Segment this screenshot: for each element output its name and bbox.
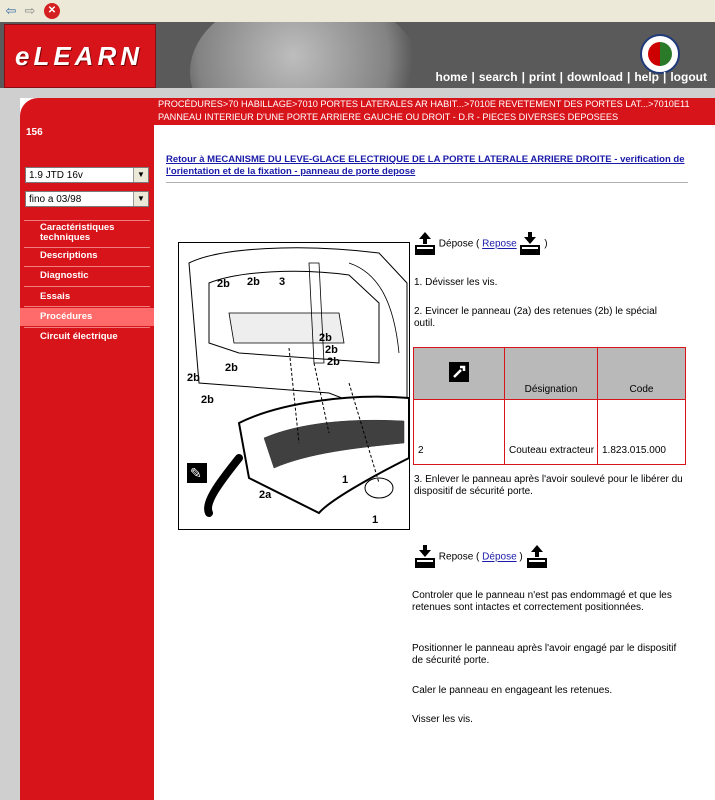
sidebar-item-essais[interactable]: Essais bbox=[40, 291, 71, 302]
label-2b: 2b bbox=[225, 362, 238, 374]
paren-open: ( bbox=[476, 551, 480, 563]
wrench-icon bbox=[449, 362, 469, 382]
browser-toolbar bbox=[0, 0, 715, 23]
label-2b: 2b bbox=[319, 332, 332, 344]
paren-close: ) bbox=[544, 238, 548, 250]
tools-table bbox=[413, 347, 686, 465]
breadcrumb-path[interactable]: PROCÉDURES>70 HABILLAGE>7010 PORTES LATERALES AR HABIT...>7010E REVETEMENT DES PORTES LAT...>7010E11 bbox=[158, 99, 690, 109]
menu-divider bbox=[24, 306, 150, 307]
repose-step-1: Controler que le panneau n'est pas endommagé et que les retenues sont intactes et correctement positionnées. bbox=[412, 590, 672, 613]
repose-link[interactable]: Repose bbox=[482, 238, 517, 250]
engine-select[interactable] bbox=[25, 167, 149, 183]
repose-step-4: Visser les vis. bbox=[412, 714, 473, 725]
door-handle-cup bbox=[365, 478, 393, 498]
door-panel-diagram bbox=[178, 242, 410, 530]
tool-header-cell bbox=[414, 348, 505, 400]
sidebar-item-circuit-electrique[interactable]: Circuit électrique bbox=[40, 331, 118, 342]
menu-divider bbox=[24, 220, 150, 221]
depose-heading bbox=[414, 232, 684, 260]
paren-close: ) bbox=[519, 551, 523, 563]
sidebar-item-descriptions[interactable]: Descriptions bbox=[40, 250, 98, 261]
label-2b: 2b bbox=[217, 278, 230, 290]
alfa-romeo-badge-icon bbox=[640, 34, 680, 74]
nav-download[interactable]: download bbox=[566, 70, 623, 84]
sidebar-item-procedures[interactable]: Procédures bbox=[20, 308, 154, 326]
designation-header: Désignation bbox=[505, 348, 598, 400]
elearn-logo: eLEARN bbox=[15, 41, 144, 71]
label-2b: 2b bbox=[201, 394, 214, 406]
divider bbox=[166, 182, 688, 183]
tool-number-cell: 2 bbox=[414, 400, 505, 465]
paren-open: ( bbox=[476, 238, 480, 250]
label-1: 1 bbox=[372, 514, 379, 526]
repose-arrow-down-icon bbox=[414, 545, 436, 569]
top-navigation: home | search | print | download | help | logout bbox=[435, 70, 707, 84]
logo-box bbox=[4, 24, 156, 88]
depose-step-2: 2. Evincer le panneau (2a) des retenues (2b) le spécial outil. bbox=[414, 306, 657, 329]
repose-title: Repose bbox=[438, 551, 474, 563]
menu-divider bbox=[24, 247, 150, 248]
repose-arrow-down-icon bbox=[519, 232, 541, 256]
label-2b: 2b bbox=[187, 372, 200, 384]
menu-divider bbox=[24, 327, 150, 328]
label-1: 1 bbox=[342, 474, 349, 486]
menu-divider bbox=[24, 266, 150, 267]
door-diagram-svg bbox=[179, 243, 409, 529]
depose-title: Dépose bbox=[438, 238, 474, 250]
repose-step-3: Caler le panneau en engageant les retenues. bbox=[412, 685, 613, 696]
model-label: 156 bbox=[26, 127, 43, 138]
nav-help[interactable]: help bbox=[634, 70, 659, 84]
nav-print[interactable]: print bbox=[528, 70, 556, 84]
sidebar-top-gap bbox=[20, 88, 154, 98]
depose-arrow-up-icon bbox=[414, 232, 436, 256]
repose-heading bbox=[414, 545, 684, 573]
content-top-gap bbox=[154, 88, 715, 98]
code-header: Code bbox=[598, 348, 686, 400]
date-select[interactable] bbox=[25, 191, 149, 207]
depose-link[interactable]: Dépose bbox=[482, 551, 517, 563]
depose-step-1: 1. Dévisser les vis. bbox=[414, 277, 498, 288]
breadcrumb bbox=[154, 98, 715, 125]
label-3: 3 bbox=[279, 276, 286, 288]
breadcrumb-current: PANNEAU INTERIEUR D'UNE PORTE ARRIERE GAUCHE OU DROIT - D.R - PIECES DIVERSES DEPOSEES bbox=[158, 112, 619, 122]
table-row bbox=[414, 400, 686, 465]
chevron-down-icon[interactable]: ▼ bbox=[133, 192, 148, 206]
chevron-down-icon[interactable]: ▼ bbox=[133, 168, 148, 182]
extractor-tool bbox=[208, 458, 239, 513]
sidebar-item-diagnostic[interactable]: Diagnostic bbox=[40, 270, 89, 281]
svg-text:✎: ✎ bbox=[190, 466, 202, 482]
tool-designation-cell: Couteau extracteur bbox=[505, 400, 598, 465]
sidebar-item-caracteristiques[interactable]: Caractéristiques techniques bbox=[40, 222, 115, 243]
repose-step-2: Positionner le panneau après l'avoir engagé par le dispositif de sécurité porte. bbox=[412, 643, 677, 666]
tool-code-cell: 1.823.015.000 bbox=[598, 400, 686, 465]
depose-step-3: 3. Enlever le panneau après l'avoir soulevé pour le libérer du dispositif de sécurité porte. bbox=[414, 474, 683, 497]
label-2b: 2b bbox=[325, 344, 338, 356]
seat-outline bbox=[349, 263, 399, 353]
nav-search[interactable]: search bbox=[478, 70, 518, 84]
nav-logout[interactable]: logout bbox=[670, 70, 707, 84]
background-emblem bbox=[190, 22, 420, 88]
table-header-row bbox=[414, 348, 686, 400]
forward-arrow-icon[interactable]: ⇨ bbox=[24, 3, 36, 18]
engine-select-value: 1.9 JTD 16v bbox=[29, 170, 83, 181]
back-arrow-icon[interactable]: ⇦ bbox=[5, 3, 17, 18]
label-2a: 2a bbox=[259, 489, 272, 501]
header-banner bbox=[0, 22, 715, 88]
depose-arrow-up-icon bbox=[526, 545, 548, 569]
label-2b: 2b bbox=[247, 276, 260, 288]
stop-icon[interactable]: ✕ bbox=[44, 3, 60, 19]
nav-home[interactable]: home bbox=[435, 70, 468, 84]
label-2b: 2b bbox=[327, 356, 340, 368]
back-link[interactable]: Retour à MECANISME DU LEVE-GLACE ELECTRIQUE DE LA PORTE LATERALE ARRIERE DROITE - verification de l'orientation et de la fixation - panneau de porte depose bbox=[166, 154, 685, 177]
menu-divider bbox=[24, 286, 150, 287]
left-margin bbox=[0, 88, 20, 800]
date-select-value: fino a 03/98 bbox=[29, 194, 82, 205]
